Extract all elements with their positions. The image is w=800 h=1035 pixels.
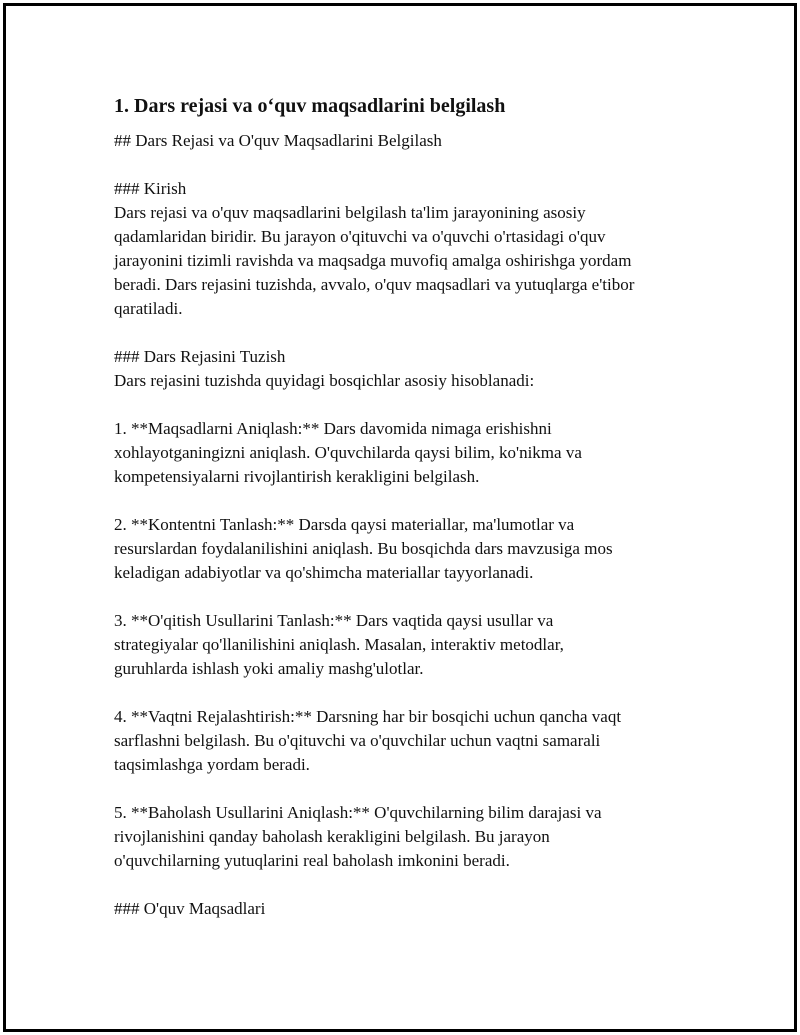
- block-oquv-maqsadlari: [114, 897, 694, 921]
- list-item-1: [114, 417, 694, 489]
- text-line: Dars rejasi va o'quv maqsadlarini belgilash ta'lim jarayonining asosiy: [114, 203, 586, 222]
- text-line: keladigan adabiyotlar va qo'shimcha materiallar tayyorlanadi.: [114, 563, 534, 582]
- text-line: Dars rejasini tuzishda quyidagi bosqichlar asosiy hisoblanadi:: [114, 371, 535, 390]
- text-line: ### O'quv Maqsadlari: [114, 899, 266, 918]
- block-heading: [114, 129, 694, 153]
- paragraph-gap: [114, 489, 694, 513]
- list-item-3: [114, 609, 694, 681]
- text-line: ### Dars Rejasini Tuzish: [114, 347, 286, 366]
- list-item-5: [114, 801, 694, 873]
- document-body: [114, 93, 694, 921]
- text-line: 2. **Kontentni Tanlash:** Darsda qaysi materiallar, ma'lumotlar va: [114, 515, 575, 534]
- text-line: xohlayotganingizni aniqlash. O'quvchilarda qaysi bilim, ko'nikma va: [114, 443, 582, 462]
- text-line: qaratiladi.: [114, 299, 183, 318]
- list-item-4: [114, 705, 694, 777]
- paragraph-gap: [114, 321, 694, 345]
- text-line: jarayonini tizimli ravishda va maqsadga muvofiq amalga oshirishga yordam: [114, 251, 632, 270]
- paragraph-gap: [114, 777, 694, 801]
- text-line: kompetensiyalarni rivojlantirish kerakligini belgilash.: [114, 467, 480, 486]
- text-line: beradi. Dars rejasini tuzishda, avvalo, o'quv maqsadlari va yutuqlarga e'tibor: [114, 275, 635, 294]
- text-line: 5. **Baholash Usullarini Aniqlash:** O'quvchilarning bilim darajasi va: [114, 803, 602, 822]
- text-line: o'quvchilarning yutuqlarini real baholash imkonini beradi.: [114, 851, 510, 870]
- text-line: strategiyalar qo'llanilishini aniqlash. Masalan, interaktiv metodlar,: [114, 635, 564, 654]
- text-line: qadamlaridan biridir. Bu jarayon o'qituvchi va o'quvchi o'rtasidagi o'quv: [114, 227, 606, 246]
- paragraph-gap: [114, 681, 694, 705]
- text-line: 4. **Vaqtni Rejalashtirish:** Darsning har bir bosqichi uchun qancha vaqt: [114, 707, 622, 726]
- text-line: rivojlanishini qanday baholash kerakligini belgilash. Bu jarayon: [114, 827, 550, 846]
- text-line: guruhlarda ishlash yoki amaliy mashg'ulotlar.: [114, 659, 424, 678]
- paragraph-gap: [114, 153, 694, 177]
- paragraph-gap: [114, 393, 694, 417]
- text-line: 1. **Maqsadlarni Aniqlash:** Dars davomida nimaga erishishni: [114, 419, 552, 438]
- text-line: resurslardan foydalanilishini aniqlash. Bu bosqichda dars mavzusiga mos: [114, 539, 613, 558]
- paragraph-gap: [114, 585, 694, 609]
- text-line: 3. **O'qitish Usullarini Tanlash:** Dars vaqtida qaysi usullar va: [114, 611, 554, 630]
- block-kirish: [114, 177, 694, 321]
- paragraph-gap: [114, 873, 694, 897]
- list-item-2: [114, 513, 694, 585]
- text-line: taqsimlashga yordam beradi.: [114, 755, 310, 774]
- text-line: sarflashni belgilash. Bu o'qituvchi va o'quvchilar uchun vaqtni samarali: [114, 731, 601, 750]
- block-dars-rejasini-tuzish: [114, 345, 694, 393]
- text-line: ### Kirish: [114, 179, 187, 198]
- text-line: ## Dars Rejasi va O'quv Maqsadlarini Belgilash: [114, 131, 442, 150]
- document-title: 1. Dars rejasi va o‘quv maqsadlarini belgilash: [114, 95, 506, 117]
